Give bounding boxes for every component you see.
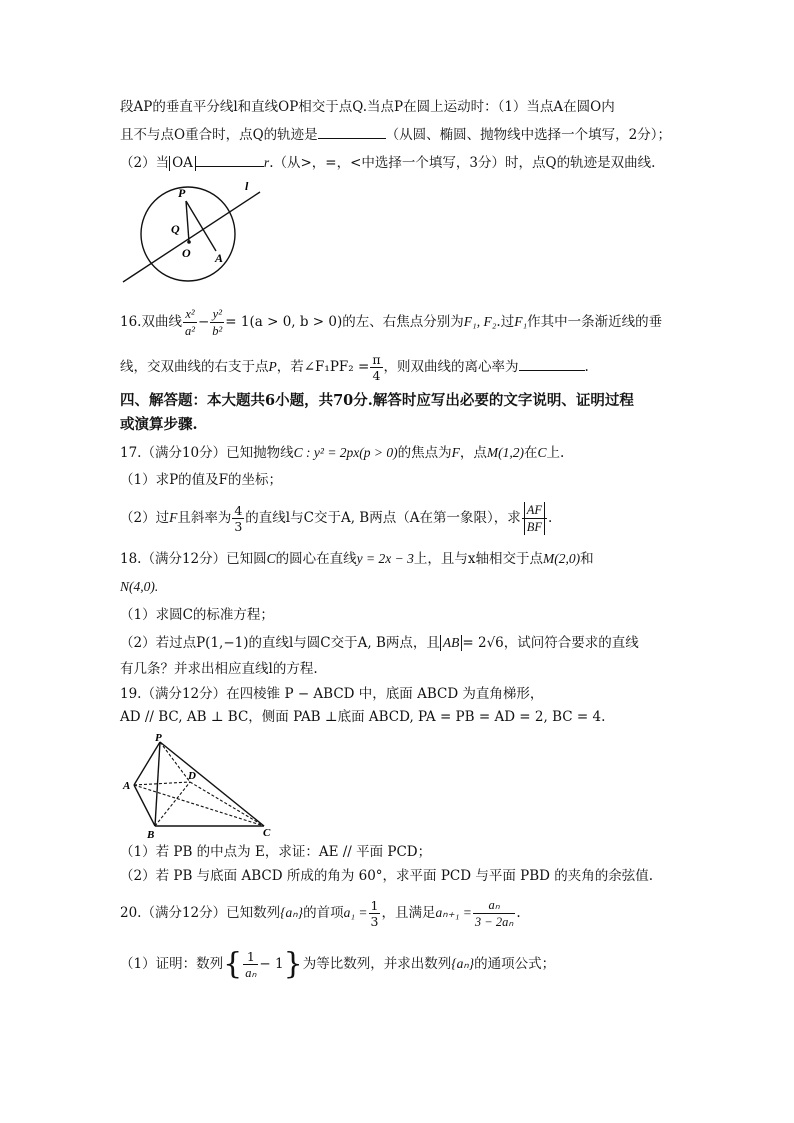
circle-figure [118,180,268,290]
q20-part-1: （1）证明：数列{ $\frac{1}{\text{aₙ}}$ − 1}为等比数列，并求出数列{aₙ}的通项公式； [120,946,556,982]
label-D: D [188,770,196,782]
pyramid-figure [118,732,278,840]
q17-part-1: （1）求P的值及F的坐标； [120,472,283,488]
label-A: A [123,780,131,792]
section-heading-2: 或演算步骤. [120,416,198,433]
q15-line-2: 且不与点O重合时，点Q的轨迹是 （从圆、椭圆、抛物线中选择一个填写，2分）； [120,127,671,143]
q17-head: 17.（满分10分）已知抛物线C : y² = 2px(p > 0)的焦点为F，点M(1,2)在C上. [120,445,565,461]
q16-line-2: 线，交双曲线的右支于点P，若∠F₁PF₂ = $\frac{\pi}{4}$ ，则双曲线的离心率为 . [120,352,589,383]
label-C: C [263,827,271,839]
answer-blank[interactable] [318,126,386,139]
q15-line-3: （2）当 OA r.（从>，=，<中选择一个填写，3分）时，点Q的轨迹是双曲线. [120,155,656,171]
q15-line-1: 段AP的垂直平分线l和直线OP相交于点Q.当点P在圆上运动时：（1）当点A在圆O内 [120,99,615,115]
label-l: l [245,180,249,193]
answer-blank[interactable] [519,358,585,371]
q16-line-1: 16.双曲线 $\frac{\text{x²}}{\text{a²}}$ − $\frac{\text{y²}}{\text{b²}}$ = 1(a > 0, b > 0)的左、右焦点分别为F₁, F₂.过F₁作其中一条渐近线的垂 [120,307,663,338]
q17-part-2: （2）过F且斜率为 $\frac{4}{3}$ 的直线l与C交于A, B两点（A在第一象限），求 $\frac{AF}{BF}$ . [120,503,553,534]
q19-part-1: （1）若 PB 的中点为 E，求证：AE // 平面 PCD； [120,844,432,860]
section-heading-1: 四、解答题：本大题共6小题，共70分.解答时应写出必要的文字说明、证明过程 [120,392,634,409]
q18-head: 18.（满分12分）已知圆C的圆心在直线y = 2x − 3上，且与x轴相交于点M(2,0)和 [120,551,594,567]
q18-part-1: （1）求圆C的标准方程； [120,607,274,623]
label-O: O [182,246,191,260]
q19-line-2: AD // BC, AB ⊥ BC，侧面 PAB ⊥底面 ABCD, PA = PB = AD = 2, BC = 4. [120,709,606,725]
label-Q: Q [171,222,180,236]
q20-head: 20.（满分12分）已知数列{aₙ}的首项a₁ = $\frac{1}{3}$ ，且满足aₙ₊₁ = $\frac{\text{aₙ}}{\text{3 − 2aₙ}}$ . [120,898,521,929]
q18-part-2: （2）若过点P(1,−1)的直线l与圆C交于A, B两点，且 AB = 2√6，试问符合要求的直线 [120,635,639,651]
q18-line-2: N(4,0). [120,579,159,594]
label-P: P [155,732,162,744]
label-B: B [147,829,155,840]
q18-part-2-cont: 有几条？并求出相应直线l的方程. [120,661,318,677]
answer-blank[interactable] [196,154,264,167]
q19-head: 19.（满分12分）在四棱锥 P − ABCD 中，底面 ABCD 为直角梯形， [120,686,544,702]
label-A: A [215,251,224,265]
q19-part-2: （2）若 PB 与底面 ABCD 所成的角为 60°，求平面 PCD 与平面 PBD 的夹角的余弦值. [120,868,654,884]
label-P: P [178,186,186,200]
